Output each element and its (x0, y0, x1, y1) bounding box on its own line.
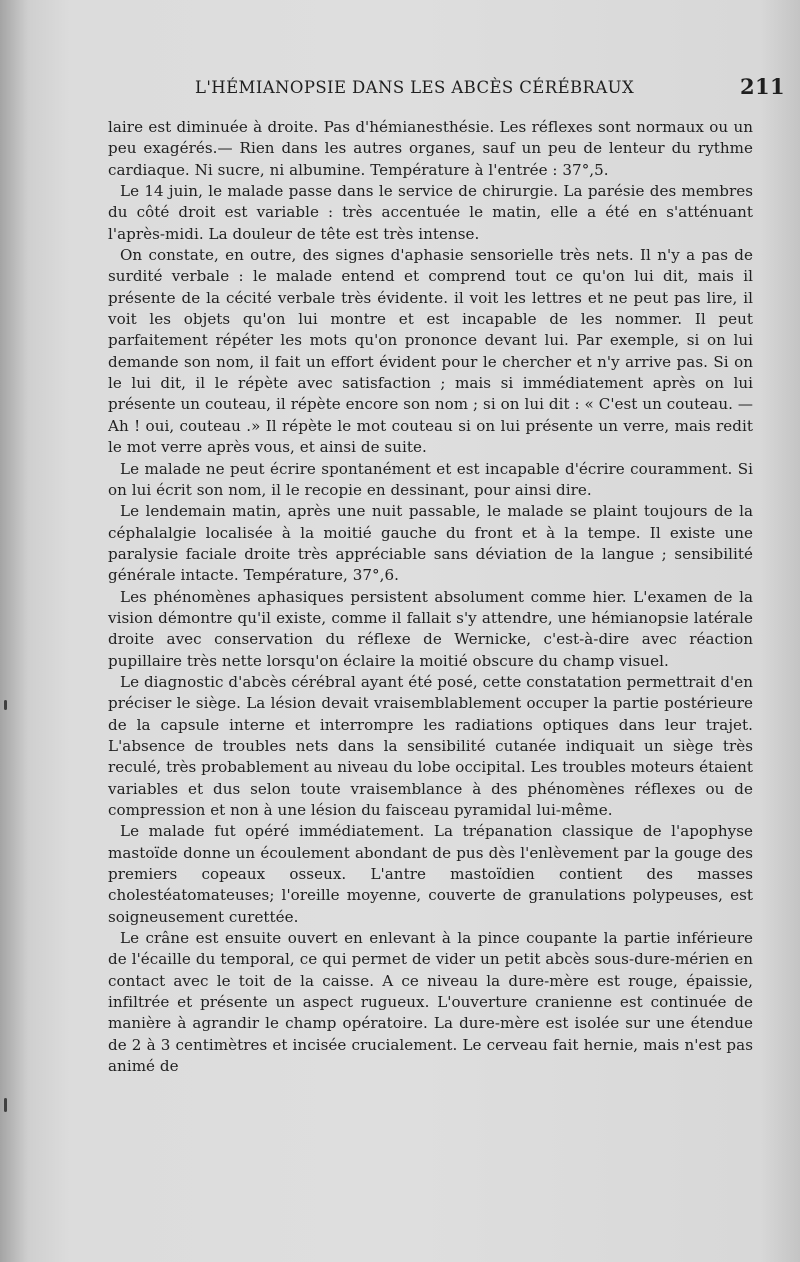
scan-mark (4, 700, 7, 710)
page-number: 211 (739, 74, 785, 99)
paragraph: Les phénomènes aphasiques persistent absolument comme hier. L'examen de la vision démontre qu'il existe, comme il fallait s'y attendre, une hémianopsie latérale droite avec conservation du réflexe de Wernicke, c'est-à-dire avec réaction pupillaire très nette lorsqu'on éclaire la moitié obscure du champ visuel. (108, 587, 753, 670)
paragraph: Le diagnostic d'abcès cérébral ayant été posé, cette constatation permettrait d'en préciser le siège. La lésion devait vraisemblablement occuper la partie postérieure de la capsule interne et interrompre les radiations optiques dans leur trajet. L'absence de troubles nets dans la sensibilité cutanée indiquait un siège très reculé, très probablement au niveau du lobe occipital. Les troubles moteurs étaient variables et dus selon toute vraisemblance à des phénomènes réflexes ou de compression et non à une lésion du faisceau pyramidal lui-même. (108, 672, 753, 819)
scan-mark (4, 1098, 7, 1112)
paragraph: On constate, en outre, des signes d'aphasie sensorielle très nets. Il n'y a pas de surdité verbale : le malade entend et comprend tout ce qu'on lui dit, mais il présente de la cécité verbale très évidente. il voit les lettres et ne peut pas lire, il voit les objets qu'on lui montre et est incapable de les nommer. Il peut parfaitement répéter les mots qu'on prononce devant lui. Par exemple, si on lui demande son nom, il fait un effort évident pour le chercher et n'y arrive pas. Si on le lui dit, il le répète avec satisfaction ; mais si immédiatement après on lui présente un couteau, il répète encore son nom ; si on lui dit : « C'est un couteau. — Ah ! oui, couteau .» Il répète le mot couteau si on lui présente un verre, mais redit le mot verre après vous, et ainsi de suite. (108, 246, 753, 457)
body-text (108, 117, 753, 1077)
running-header (195, 74, 785, 102)
paragraph: Le crâne est ensuite ouvert en enlevant à la pince coupante la partie inférieure de l'écaille du temporal, ce qui permet de vider un petit abcès sous-dure-mérien en contact avec le toit de la caisse. A ce niveau la dure-mère est rouge, épaissie, infiltrée et présente un aspect rugueux. L'ouverture cranienne est continuée de manière à agrandir le champ opératoire. La dure-mère est isolée sur une étendue de 2 à 3 centimètres et incisée crucialement. Le cerveau fait hernie, mais n'est pas animé de (108, 929, 753, 1076)
paragraph: Le malade ne peut écrire spontanément et est incapable d'écrire couramment. Si on lui écrit son nom, il le recopie en dessinant, pour ainsi dire. (108, 459, 753, 499)
paragraph: Le lendemain matin, après une nuit passable, le malade se plaint toujours de la céphalalgie localisée à la moitié gauche du front et à la tempe. Il existe une paralysie faciale droite très appréciable sans déviation de la langue ; sensibilité générale intacte. Température, 37°,6. (108, 502, 753, 585)
paragraph: laire est diminuée à droite. Pas d'hémianesthésie. Les réflexes sont normaux ou un peu exagérés.— Rien dans les autres organes, sauf un peu de lenteur du rythme cardiaque. Ni sucre, ni albumine. Température à l'entrée : 37°,5. (108, 118, 753, 179)
paragraph: Le malade fut opéré immédiatement. La trépanation classique de l'apophyse mastoïde donne un écoulement abondant de pus dès l'enlèvement par la gouge des premiers copeaux osseux. L'antre mastoïdien contient des masses cholestéatomateuses; l'oreille moyenne, couverte de granulations polypeuses, est soigneusement curettée. (108, 822, 753, 926)
paragraph: Le 14 juin, le malade passe dans le service de chirurgie. La parésie des membres du côté droit est variable : très accentuée le matin, elle a été en s'atténuant l'après-midi. La douleur de tête est très intense. (108, 182, 753, 243)
running-title: L'HÉMIANOPSIE DANS LES ABCÈS CÉRÉBRAUX (195, 78, 635, 97)
